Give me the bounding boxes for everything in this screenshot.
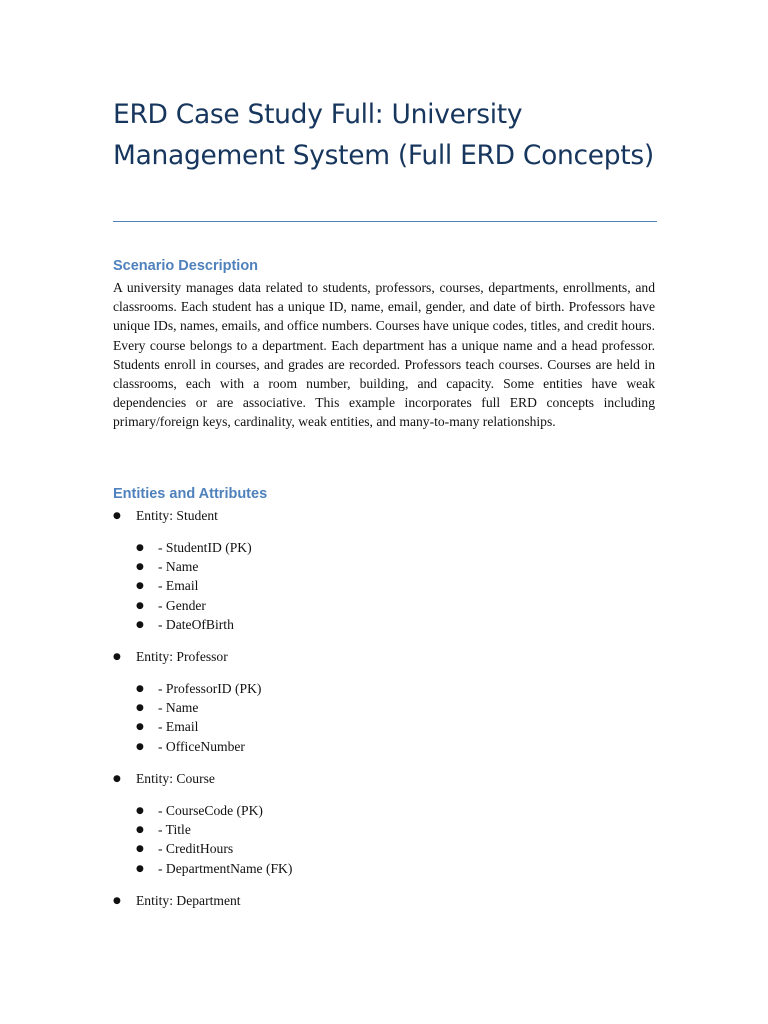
bullet-icon: ● [136, 825, 144, 835]
bullet-icon: ● [136, 844, 144, 854]
bullet-icon: ● [136, 806, 144, 816]
attribute-label: - Name [158, 559, 199, 574]
attribute-label: - ProfessorID (PK) [158, 681, 262, 696]
bullet-icon: ● [113, 511, 121, 521]
attribute-label: - Email [158, 578, 199, 593]
attribute-label: - DepartmentName (FK) [158, 861, 293, 876]
bullet-icon: ● [113, 774, 121, 784]
document-title: ERD Case Study Full: University Management System (Full ERD Concepts) [113, 99, 654, 171]
bullet-icon: ● [136, 864, 144, 874]
attribute-label: - CreditHours [158, 841, 234, 856]
attribute-label: - Name [158, 700, 199, 715]
attribute-label: - StudentID (PK) [158, 540, 252, 555]
bullet-icon: ● [136, 601, 144, 611]
bullet-icon: ● [136, 684, 144, 694]
bullet-icon: ● [136, 620, 144, 630]
bullet-icon: ● [136, 703, 144, 713]
bullet-icon: ● [113, 896, 121, 906]
entities-heading: Entities and Attributes [113, 486, 268, 502]
entity-label: Entity: Department [136, 893, 241, 908]
attribute-label: - DateOfBirth [158, 617, 234, 632]
attribute-label: - Title [158, 822, 191, 837]
bullet-icon: ● [136, 742, 144, 752]
entity-label: Entity: Course [136, 771, 215, 786]
attribute-label: - Gender [158, 598, 206, 613]
bullet-icon: ● [136, 722, 144, 732]
scenario-paragraph: A university manages data related to students, professors, courses, departments, enrollments, and classrooms. Each student has a unique ID, name, email, gender, and date of birth. Professors have unique IDs, names, emails, and office numbers. Courses have unique codes, titles, and credit hours. Every course belongs to a department. Each department has a unique name and a head professor. Students enroll in courses, and grades are recorded. Professors teach courses. Courses are held in classrooms, each with a room number, building, and capacity. Some entities have weak dependencies or are associative. This example incorporates full ERD concepts including primary/foreign keys, cardinality, weak entities, and many-to-many relationships. [113, 280, 655, 430]
bullet-icon: ● [136, 562, 144, 572]
attribute-label: - Email [158, 719, 199, 734]
bullet-icon: ● [113, 652, 121, 662]
scenario-heading: Scenario Description [113, 258, 259, 274]
entity-label: Entity: Professor [136, 649, 228, 664]
title-underline [113, 221, 657, 222]
bullet-icon: ● [136, 543, 144, 553]
attribute-label: - CourseCode (PK) [158, 803, 263, 818]
bullet-icon: ● [136, 581, 144, 591]
attribute-label: - OfficeNumber [158, 739, 245, 754]
entity-label: Entity: Student [136, 508, 218, 523]
